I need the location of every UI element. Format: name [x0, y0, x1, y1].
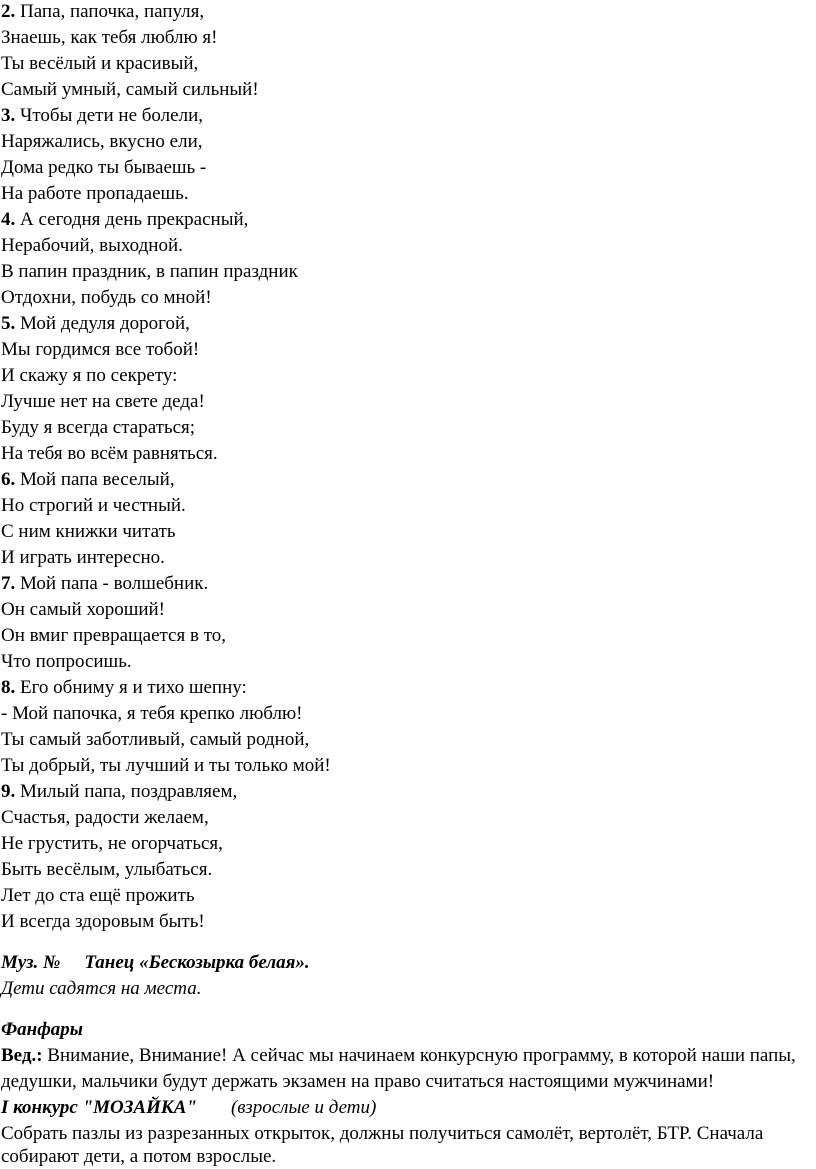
fanfare-heading: Фанфары [1, 1019, 83, 1040]
verse-6-line-1 [1, 468, 175, 492]
verse-9-line-4: Быть весёлым, улыбаться. [1, 859, 213, 880]
verse-2-line-4: Самый умный, самый сильный! [1, 79, 259, 100]
verse-text: Милый папа, поздравляем, [15, 781, 238, 802]
verse-8-line-3: Ты самый заботливый, самый родной, [1, 729, 310, 750]
verse-4-line-4: Отдохни, побудь со мной! [1, 287, 212, 308]
contest-text-line-2: собирают дети, а потом взрослые. [1, 1146, 277, 1167]
verse-4-line-2: Нерабочий, выходной. [1, 235, 183, 256]
host-text: Внимание, Внимание! А сейчас мы начинаем конкурсную программу, в которой наши папы, [42, 1045, 796, 1066]
verse-2-line-1 [1, 0, 204, 24]
verse-number: 5. [1, 313, 16, 334]
verse-3-line-1 [1, 104, 203, 128]
verse-5-line-3: И скажу я по секрету: [1, 365, 178, 386]
verse-4-line-1 [1, 208, 248, 232]
verse-number: 2. [1, 1, 16, 22]
stage-direction: Дети садятся на места. [1, 978, 202, 999]
verse-6-line-4: И играть интересно. [1, 547, 165, 568]
host-label: Вед.: [1, 1045, 43, 1066]
verse-9-line-1 [1, 780, 237, 804]
verse-text: Мой папа веселый, [15, 469, 175, 490]
verse-5-line-1 [1, 312, 190, 336]
contest-participants: (взрослые и дети) [230, 1097, 377, 1118]
music-number-label: Муз. № [1, 952, 61, 973]
host-line-2: дедушки, мальчики будут держать экзамен на право считаться настоящими мужчинами! [1, 1071, 715, 1092]
contest-heading [1, 1096, 376, 1120]
verse-9-line-3: Не грустить, не огорчаться, [1, 833, 223, 854]
verse-5-line-5: Буду я всегда стараться; [1, 417, 196, 438]
verse-number: 3. [1, 105, 16, 126]
verse-number: 9. [1, 781, 16, 802]
verse-5-line-2: Мы гордимся все тобой! [1, 339, 200, 360]
verse-2-line-3: Ты весёлый и красивый, [1, 53, 199, 74]
verse-3-line-2: Наряжались, вкусно ели, [1, 131, 203, 152]
verse-text: Мой папа - волшебник. [15, 573, 209, 594]
verse-8-line-2: - Мой папочка, я тебя крепко люблю! [1, 703, 303, 724]
verse-7-line-4: Что попросишь. [1, 651, 132, 672]
verse-3-line-3: Дома редко ты бываешь - [1, 157, 207, 178]
music-cue [1, 951, 310, 975]
verse-3-line-4: На работе пропадаешь. [1, 183, 189, 204]
verse-6-line-3: С ним книжки читать [1, 521, 176, 542]
verse-number: 8. [1, 677, 16, 698]
verse-text: Его обниму я и тихо шепну: [15, 677, 247, 698]
verse-text: Папа, папочка, папуля, [15, 1, 205, 22]
verse-number: 6. [1, 469, 16, 490]
verse-9-line-2: Счастья, радости желаем, [1, 807, 209, 828]
verse-6-line-2: Но строгий и честный. [1, 495, 186, 516]
verse-5-line-4: Лучше нет на свете деда! [1, 391, 205, 412]
verse-text: А сегодня день прекрасный, [15, 209, 249, 230]
verse-7-line-1 [1, 572, 208, 596]
music-title: Танец «Бескозырка белая». [84, 952, 310, 973]
verse-7-line-3: Он вмиг превращается в то, [1, 625, 227, 646]
verse-7-line-2: Он самый хороший! [1, 599, 166, 620]
verse-2-line-2: Знаешь, как тебя люблю я! [1, 27, 218, 48]
verse-text: Мой дедуля дорогой, [15, 313, 190, 334]
verse-number: 7. [1, 573, 16, 594]
verse-4-line-3: В папин праздник, в папин праздник [1, 261, 298, 282]
contest-title: I конкурс "МОЗАЙКА" [1, 1097, 197, 1118]
contest-text-line-1: Собрать пазлы из разрезанных открыток, должны получиться самолёт, вертолёт, БТР. Сначала [1, 1123, 764, 1144]
verse-5-line-6: На тебя во всём равняться. [1, 443, 218, 464]
verse-8-line-1 [1, 676, 247, 700]
verse-text: Чтобы дети не болели, [15, 105, 203, 126]
verse-9-line-6: И всегда здоровым быть! [1, 911, 205, 932]
host-line-1 [1, 1044, 796, 1068]
verse-number: 4. [1, 209, 16, 230]
verse-8-line-4: Ты добрый, ты лучший и ты только мой! [1, 755, 331, 776]
verse-9-line-5: Лет до ста ещё прожить [1, 885, 195, 906]
